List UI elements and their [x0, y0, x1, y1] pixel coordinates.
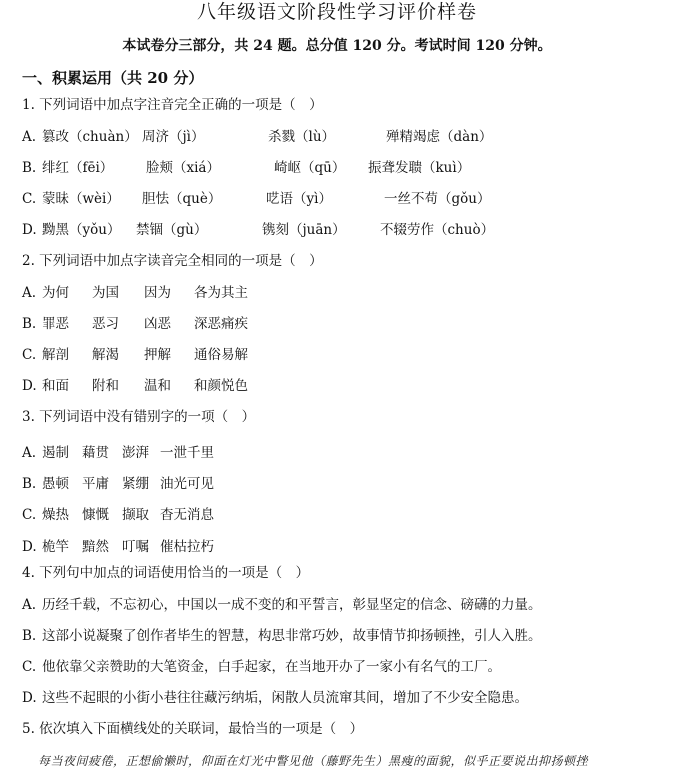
- question-1-option-b: [22, 159, 662, 177]
- option-item: 历经千载，不忘初心，中国以一成不变的和平誓言，彰显坚定的信念、磅礴的力量。: [42, 597, 542, 613]
- option-item: 崎岖（qū）: [274, 160, 346, 176]
- question-4-option-a: [22, 596, 662, 614]
- question-1-option-a: [22, 128, 662, 146]
- option-item: 罪恶: [42, 316, 69, 332]
- option-item: 解渴: [92, 347, 119, 363]
- option-item: 篡改（chuàn）: [42, 129, 138, 145]
- option-item: 为国: [92, 285, 119, 301]
- option-item: 因为: [144, 285, 171, 301]
- option-item: 不辍劳作（chuò）: [380, 222, 495, 238]
- question-1-stem: 1. 下列词语中加点字注音完全正确的一项是（ ）: [22, 97, 323, 113]
- question-2-option-d: [22, 377, 662, 395]
- option-item: 这部小说凝聚了创作者毕生的智慧，构思非常巧妙，故事情节抑扬顿挫，引人入胜。: [42, 628, 542, 644]
- exam-title: 八年级语文阶段性学习评价样卷: [196, 1, 477, 23]
- option-item: 镌刻（juān）: [262, 222, 346, 238]
- option-label: D.: [22, 222, 37, 238]
- option-item: 藉贯: [82, 445, 109, 461]
- option-label: B.: [22, 476, 37, 492]
- option-item: 通俗易解: [194, 347, 248, 363]
- option-label: C.: [22, 191, 37, 207]
- option-label: C.: [22, 347, 37, 363]
- option-label: D.: [22, 539, 37, 555]
- section-heading: 一、积累运用（共 20 分）: [22, 69, 204, 87]
- question-1-option-d: [22, 221, 662, 239]
- question-3-stem: 3. 下列词语中没有错别字的一项（ ）: [22, 409, 256, 425]
- option-label: C.: [22, 507, 37, 523]
- option-label: B.: [22, 316, 37, 332]
- question-2-stem: 2. 下列词语中加点字读音完全相同的一项是（ ）: [22, 253, 323, 269]
- option-item: 为何: [42, 285, 69, 301]
- option-item: 温和: [144, 378, 171, 394]
- option-label: C.: [22, 659, 37, 675]
- question-4-option-d: [22, 689, 662, 707]
- question-4-option-c: [22, 658, 662, 676]
- option-item: 蒙昧（wèi）: [42, 191, 120, 207]
- option-item: 和颜悦色: [194, 378, 248, 394]
- option-item: 深恶痛疾: [194, 316, 248, 332]
- option-item: 振聋发聩（kuì）: [368, 160, 471, 176]
- option-label: D.: [22, 378, 37, 394]
- option-item: 平庸: [82, 476, 109, 492]
- option-item: 杳无消息: [160, 507, 214, 523]
- option-label: B.: [22, 160, 37, 176]
- option-item: 解剖: [42, 347, 69, 363]
- question-3-option-a: [22, 444, 662, 462]
- option-item: 黯然: [82, 539, 109, 555]
- option-item: 紧绷: [122, 476, 149, 492]
- question-2-option-c: [22, 346, 662, 364]
- question-3-option-c: [22, 506, 662, 524]
- option-item: 遏制: [42, 445, 69, 461]
- option-item: 和面: [42, 378, 69, 394]
- question-3-option-d: [22, 538, 662, 556]
- option-label: A.: [22, 129, 37, 145]
- option-item: 周济（jì）: [142, 129, 205, 145]
- option-item: 杀戮（lù）: [268, 129, 336, 145]
- option-label: A.: [22, 285, 37, 301]
- option-item: 撷取: [122, 507, 149, 523]
- option-item: 愚顿: [42, 476, 69, 492]
- option-label: D.: [22, 690, 37, 706]
- question-4-stem: 4. 下列句中加点的词语使用恰当的一项是（ ）: [22, 565, 310, 581]
- option-item: 叮嘱: [122, 539, 149, 555]
- option-item: 这些不起眼的小街小巷往往藏污纳垢，闲散人员流窜其间，增加了不少安全隐患。: [42, 690, 528, 706]
- option-item: 恶习: [92, 316, 119, 332]
- passage-text: 每当夜间疲倦，正想偷懒时，仰面在灯光中瞥见他（藤野先生）黑瘦的面貌，似乎正要说出抑扬顿挫: [38, 754, 589, 768]
- option-item: 凶恶: [144, 316, 171, 332]
- option-item: 脸颊（xiá）: [146, 160, 220, 176]
- exam-subtitle: 本试卷分三部分，共 24 题。总分值 120 分。考试时间 120 分钟。: [122, 38, 552, 54]
- option-label: A.: [22, 597, 37, 613]
- option-label: B.: [22, 628, 37, 644]
- option-item: 附和: [92, 378, 119, 394]
- question-2-option-a: [22, 284, 662, 302]
- question-3-option-b: [22, 475, 662, 493]
- option-item: 一丝不苟（gǒu）: [384, 191, 491, 207]
- option-item: 呓语（yì）: [266, 191, 332, 207]
- option-item: 黝黑（yǒu）: [42, 222, 121, 238]
- option-item: 他依靠父亲赞助的大笔资金，白手起家，在当地开办了一家小有名气的工厂。: [42, 659, 501, 675]
- option-item: 澎湃: [122, 445, 149, 461]
- option-item: 禁锢（gù）: [136, 222, 208, 238]
- option-item: 慷慨: [82, 507, 109, 523]
- question-4-option-b: [22, 627, 662, 645]
- option-item: 桅竿: [42, 539, 69, 555]
- option-item: 催枯拉朽: [160, 539, 214, 555]
- option-item: 押解: [144, 347, 171, 363]
- question-2-option-b: [22, 315, 662, 333]
- option-label: A.: [22, 445, 37, 461]
- option-item: 油光可见: [160, 476, 214, 492]
- option-item: 燥热: [42, 507, 69, 523]
- option-item: 绯红（fēi）: [42, 160, 114, 176]
- option-item: 各为其主: [194, 285, 248, 301]
- option-item: 殚精竭虑（dàn）: [386, 129, 493, 145]
- question-1-option-c: [22, 190, 662, 208]
- option-item: 胆怯（què）: [142, 191, 222, 207]
- option-item: 一泄千里: [160, 445, 214, 461]
- question-5-stem: 5. 依次填入下面横线处的关联词，最恰当的一项是（ ）: [22, 721, 364, 737]
